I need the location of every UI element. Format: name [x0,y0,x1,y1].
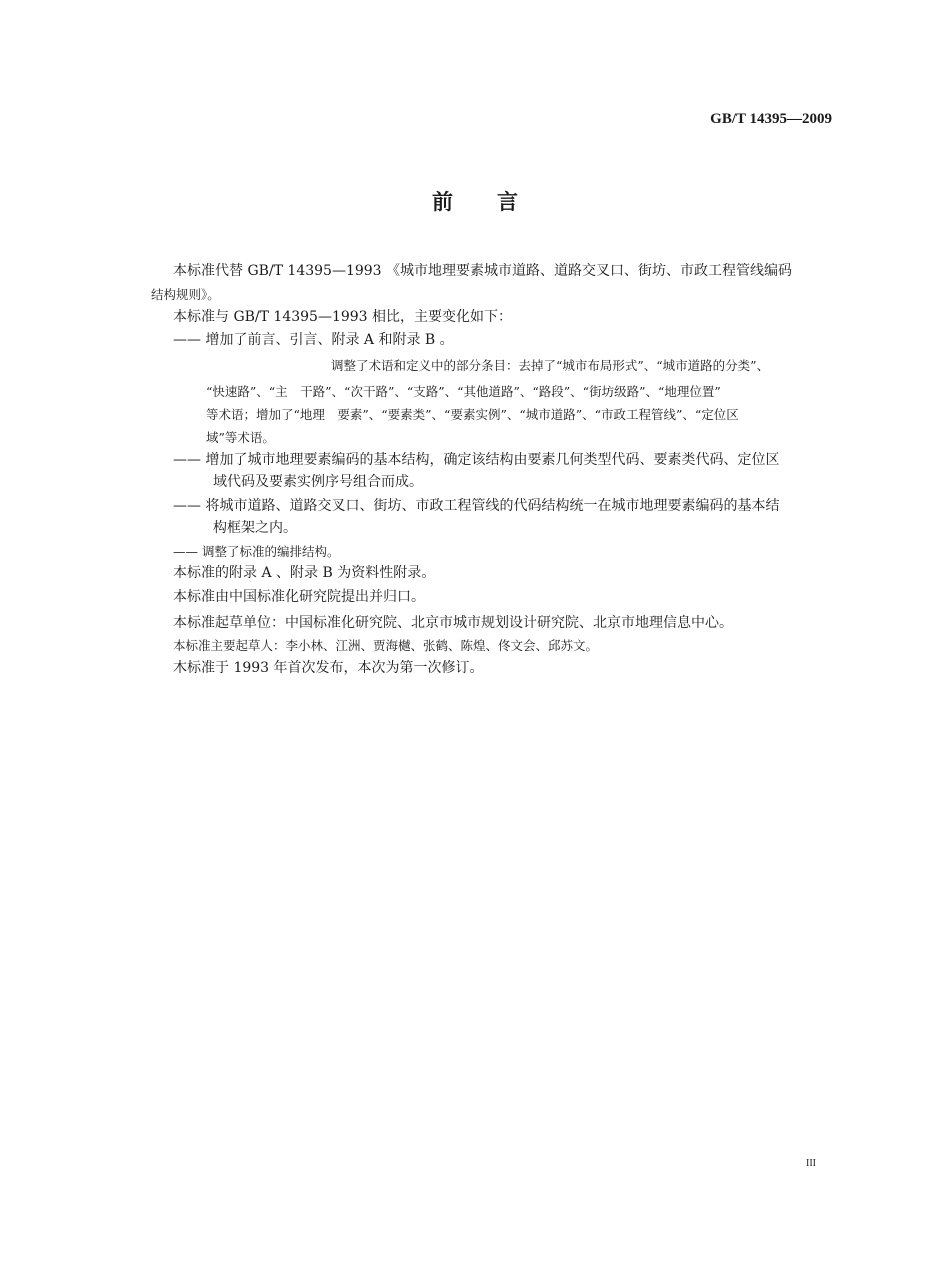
paragraph-proposer: 本标准由中国标准化研究院提出并归口。 [173,589,425,605]
page-title [0,186,950,216]
change-item-2-line1: 调整了术语和定义中的部分条目：去掉了“城市布局形式”、“城市道路的分类”、 [331,358,770,373]
change-item-4-line1: —— 将城市道路、道路交叉口、街坊、市政工程管线的代码结构统一在城市地理要素编码的基本结 [173,498,780,514]
change-item-2-line3: 等术语；增加了“地理 要素”、“要素类”、“要素实例”、“城市道路”、“市政工程管线”、“定位区 [206,407,739,422]
change-item-3-line2: 域代码及要素实例序号组合而成。 [213,474,423,490]
paragraph-changes-intro: 本标准与 GB/T 14395—1993 相比，主要变化如下： [173,309,513,325]
change-item-3-line1: —— 增加了城市地理要素编码的基本结构，确定该结构由要素几何类型代码、要素类代码、定位区 [173,452,780,468]
title-char-2: 言 [497,190,518,214]
paragraph-drafting-units: 本标准起草单位：中国标准化研究院、北京市城市规划设计研究院、北京市地理信息中心。 [173,615,733,631]
change-item-2-line4: 域”等术语。 [206,430,275,445]
title-char-1: 前 [432,190,453,214]
change-item-1: —— 增加了前言、引言、附录 A 和附录 B 。 [173,332,454,348]
change-item-4-line2: 构框架之内。 [213,520,297,536]
paragraph-replaces-line1: 本标准代替 GB/T 14395—1993 《城市地理要素城市道路、道路交叉口、街坊、市政工程管线编码 [173,263,793,279]
paragraph-replaces-line2: 结构规则》。 [151,287,220,302]
paragraph-drafters: 本标准主要起草人：李小林、江洲、贾海樾、张鹤、陈煌、佟文会、邱苏文。 [173,638,599,653]
change-item-5: —— 调整了标准的编排结构。 [173,544,340,559]
paragraph-appendices: 本标准的附录 A 、附录 B 为资料性附录。 [173,565,436,581]
paragraph-history: 木标准于 1993 年首次发布，本次为第一次修订。 [173,660,484,676]
page-number: III [806,1158,816,1169]
change-item-2-line2: “快速路”、“主 干路”、“次干路”、“支路”、“其他道路”、“路段”、“街坊级路”、“地理位置” [206,384,721,399]
standard-number: GB/T 14395—2009 [710,111,832,127]
